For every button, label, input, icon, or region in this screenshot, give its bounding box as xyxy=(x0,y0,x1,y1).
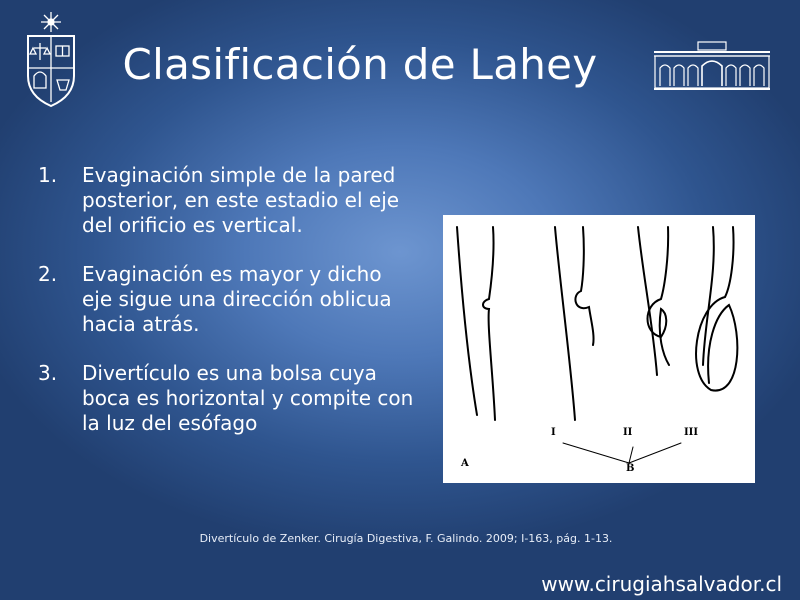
label-b: B xyxy=(626,463,635,474)
list-item xyxy=(38,163,418,238)
label-ii: II xyxy=(623,427,633,438)
list-item xyxy=(38,262,418,337)
zenker-diverticulum-diagram xyxy=(443,215,755,483)
figure-b1-left-wall xyxy=(555,227,575,420)
slide-title: Clasificación de Lahey xyxy=(122,40,598,89)
item-text: Divertículo es una bolsa cuya boca es horizontal y compite con la luz del esófago xyxy=(82,361,414,435)
website-url: www.cirugiahsalvador.cl xyxy=(541,572,782,596)
figure-b3-right-wall xyxy=(696,227,737,391)
figure-b2-right-wall xyxy=(648,227,670,365)
item-text: Evaginación es mayor y dicho eje sigue una dirección oblicua hacia atrás. xyxy=(82,262,392,336)
classification-list xyxy=(38,163,418,460)
list-item xyxy=(38,361,418,436)
figure-b2-left-wall xyxy=(638,227,657,375)
figure-b3-left-wall xyxy=(703,227,714,365)
hospital-building-logo xyxy=(652,40,772,92)
figure-b1-right-wall xyxy=(575,227,593,345)
item-number: 3. xyxy=(38,361,58,385)
item-text: Evaginación simple de la pared posterior, en este estadio el eje del orificio es vertical. xyxy=(82,163,400,237)
item-number: 2. xyxy=(38,262,58,286)
figure-a-right-wall xyxy=(483,227,495,420)
item-number: 1. xyxy=(38,163,58,187)
label-iii: III xyxy=(684,427,699,438)
figure-a-left-wall xyxy=(457,227,477,415)
label-i: I xyxy=(551,427,556,438)
pointer-lines xyxy=(563,443,681,463)
label-a: A xyxy=(461,458,469,469)
citation-text: Divertículo de Zenker. Cirugía Digestiva, F. Galindo. 2009; I-163, pág. 1-13. xyxy=(199,532,613,545)
